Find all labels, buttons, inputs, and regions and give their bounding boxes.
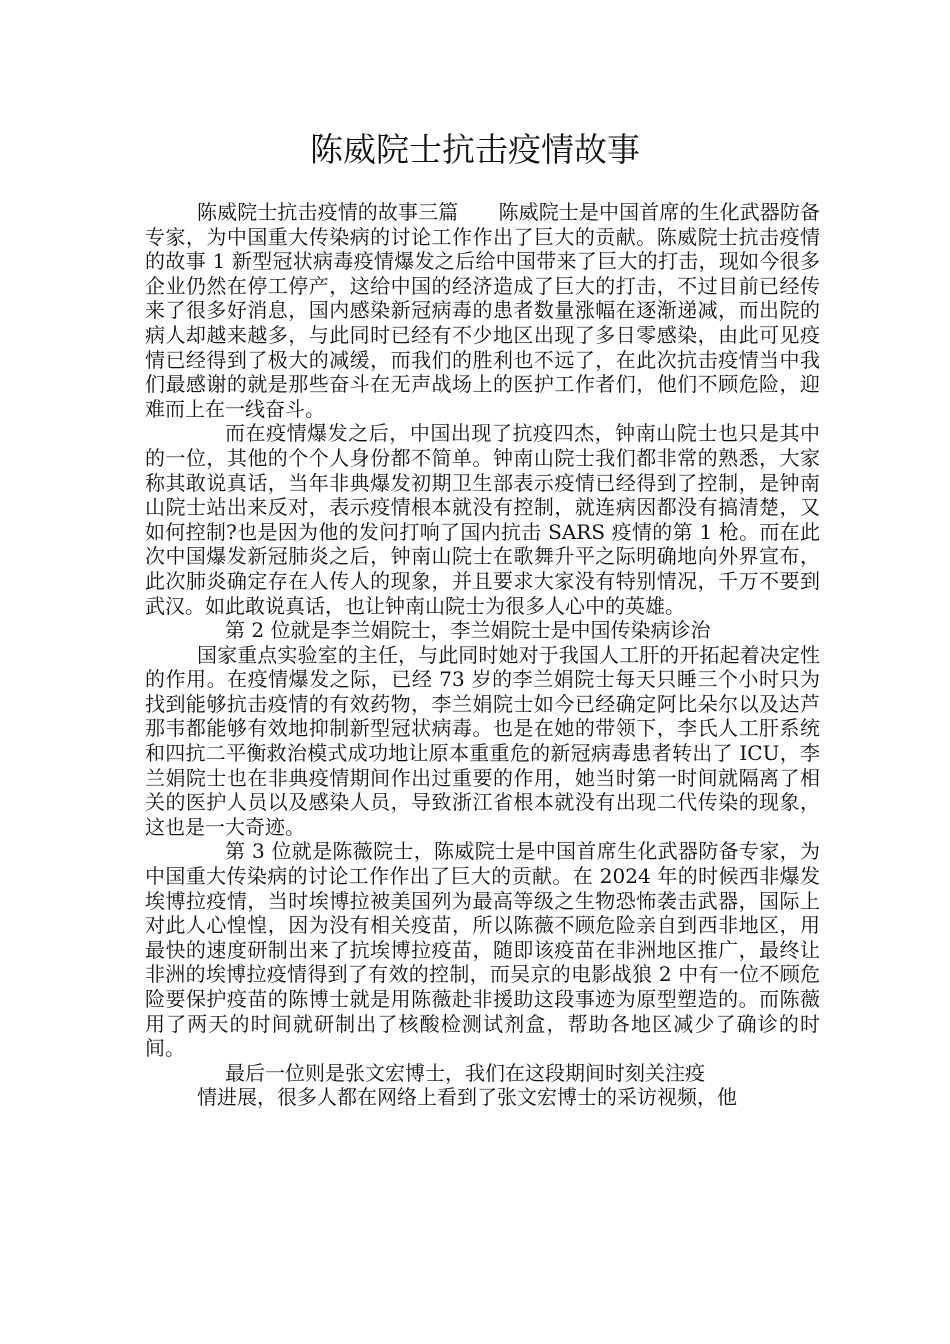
paragraph-chen-wei: 第 3 位就是陈薇院士，陈威院士是中国首席生化武器防备专家，为中国重大传染病的讨论工作作出了巨大的贡献。在 2024 年的时候西非爆发埃博拉疫情，当时埃博拉被美国列为最高等级之生物恐怖袭击武器，国际上对此人心惶惶，因为没有相关疫苗，所以陈薇不顾危险亲自到西非地区，用最快的速度研制出来了抗埃博拉疫苗，随即该疫苗在非洲地区推广，最终让非洲的埃博拉疫情得到了有效的控制，而吴京的电影战狼 2 中有一位不顾危险要保护疫苗的陈博士就是用陈薇赴非援助这段事迹为原型塑造的。而陈薇用了两天的时间就研制出了核酸检测试剂盒，帮助各地区减少了确诊的时间。 — [145, 839, 820, 1061]
document-title: 陈威院士抗击疫情故事 — [310, 130, 640, 169]
paragraph-zhang-wenhong: 情进展，很多人都在网络上看到了张文宏博士的采访视频，他 — [197, 1085, 737, 1110]
paragraph-li-lanjuan: 国家重点实验室的主任，与此同时她对于我国人工肝的开拓起着决定性的作用。在疫情爆发之际，已经 73 岁的李兰娟院士每天只睡三个小时只为找到能够抗击疫情的有效药物，李兰娟院士如今已经确定阿比朵尔以及达芦那韦都能够有效地抑制新型冠状病毒。也是在她的带领下，李氏人工肝系统和四抗二平衡救治模式成功地让原本重重危的新冠病毒患者转出了 ICU，李兰娟院士也在非典疫情期间作出过重要的作用，她当时第一时间就隔离了相关的医护人员以及感染人员，导致浙江省根本就没有出现二代传染的现象，这也是一大奇迹。 — [145, 642, 820, 839]
paragraph-zhong-nanshan: 而在疫情爆发之后，中国出现了抗疫四杰，钟南山院士也只是其中的一位，其他的个个人身份都不简单。钟南山院士我们都非常的熟悉，大家称其敢说真话，当年非典爆发初期卫生部表示疫情已经得到了控制，是钟南山院士站出来反对，表示疫情根本就没有控制，就连病因都没有搞清楚，又如何控制?也是因为他的发问打响了国内抗击 SARS 疫情的第 1 枪。而在此次中国爆发新冠肺炎之后，钟南山院士在歌舞升平之际明确地向外界宣布，此次肺炎确定存在人传人的现象，并且要求大家没有特别情况，千万不要到武汉。如此敢说真话，也让钟南山院士为很多人心中的英雄。 — [145, 421, 820, 618]
paragraph-li-lanjuan-heading: 第 2 位就是李兰娟院士，李兰娟院士是中国传染病诊治 — [225, 618, 711, 643]
paragraph-intro: 陈威院士抗击疫情的故事三篇 陈威院士是中国首席的生化武器防备专家，为中国重大传染病的讨论工作作出了巨大的贡献。陈威院士抗击疫情的故事 1 新型冠状病毒疫情爆发之后给中国带来了巨大的打击，现如今很多企业仍然在停工停产，这给中国的经济造成了巨大的打击，不过目前已经传来了很多好消息，国内感染新冠病毒的患者数量涨幅在逐渐递减，而出院的病人却越来越多，与此同时已经有不少地区出现了多日零感染，由此可见疫情已经得到了极大的减缓，而我们的胜利也不远了，在此次抗击疫情当中我们最感谢的就是那些奋斗在无声战场上的医护工作者们，他们不顾危险，迎难而上在一线奋斗。 — [145, 200, 820, 421]
paragraph-zhang-wenhong-heading: 最后一位则是张文宏博士，我们在这段期间时刻关注疫 — [225, 1060, 705, 1085]
document-body — [145, 200, 820, 1110]
